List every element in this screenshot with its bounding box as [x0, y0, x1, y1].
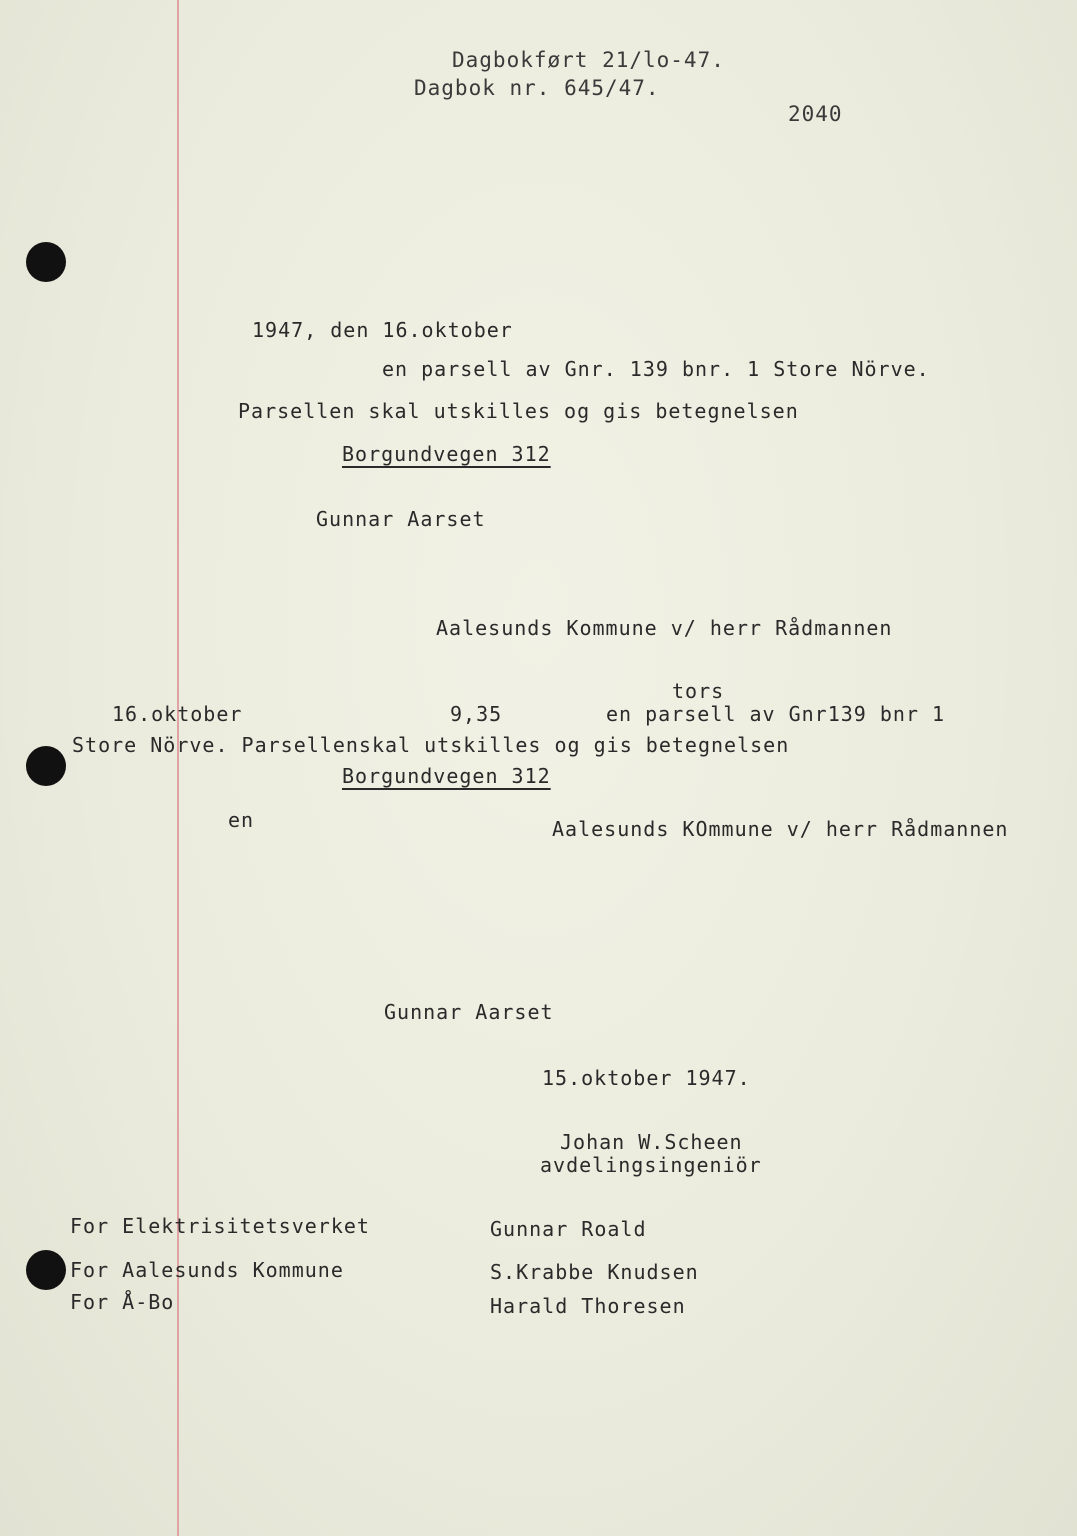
signature-date: 15.oktober 1947.: [542, 1066, 751, 1090]
deed-buyer: Aalesunds Kommune v/ herr Rådmannen: [436, 616, 893, 640]
deed-parcel-line: en parsell av Gnr. 139 bnr. 1 Store Nörve.: [382, 357, 930, 381]
dagbokfort-line: Dagbokført 21/lo-47.: [452, 48, 725, 72]
punch-hole: [26, 242, 66, 282]
signatory-name: Gunnar Roald: [490, 1217, 647, 1241]
deed-parcel-text: Parsellen skal utskilles og gis betegnelsen: [238, 399, 799, 423]
deed-date: 1947, den 16.oktober: [252, 318, 513, 342]
signatory-name: S.Krabbe Knudsen: [490, 1260, 699, 1284]
signatory-org: For Aalesunds Kommune: [70, 1258, 344, 1282]
registration-date: 16.oktober: [112, 702, 243, 726]
engineer-title: avdelingsingeniör: [540, 1153, 762, 1177]
signatory-name: Harald Thoresen: [490, 1294, 686, 1318]
registration-parcel: en parsell av Gnr139 bnr 1: [606, 702, 946, 726]
registration-time: 9,35: [450, 702, 503, 726]
signature-seller: Gunnar Aarset: [384, 1000, 554, 1024]
engineer-name: Johan W.Scheen: [560, 1130, 743, 1154]
registration-en: en: [228, 808, 255, 832]
dagbok-number: Dagbok nr. 645/47.: [414, 76, 660, 100]
registration-designation: Borgundvegen 312: [342, 764, 551, 788]
deed-designation: Borgundvegen 312: [342, 442, 551, 466]
registration-buyer: Aalesunds KOmmune v/ herr Rådmannen: [552, 817, 1009, 841]
registration-parcel-text: Store Nörve. Parsellenskal utskilles og gis betegnelsen: [72, 733, 790, 757]
margin-line: [177, 0, 179, 1536]
deed-seller: Gunnar Aarset: [316, 507, 486, 531]
punch-hole: [26, 1250, 66, 1290]
punch-hole: [26, 746, 66, 786]
signatory-org: For Å-Bo: [70, 1290, 175, 1314]
registration-weekday: tors: [672, 679, 725, 703]
page-number: 2040: [788, 102, 843, 126]
signatory-org: For Elektrisitetsverket: [70, 1214, 370, 1238]
